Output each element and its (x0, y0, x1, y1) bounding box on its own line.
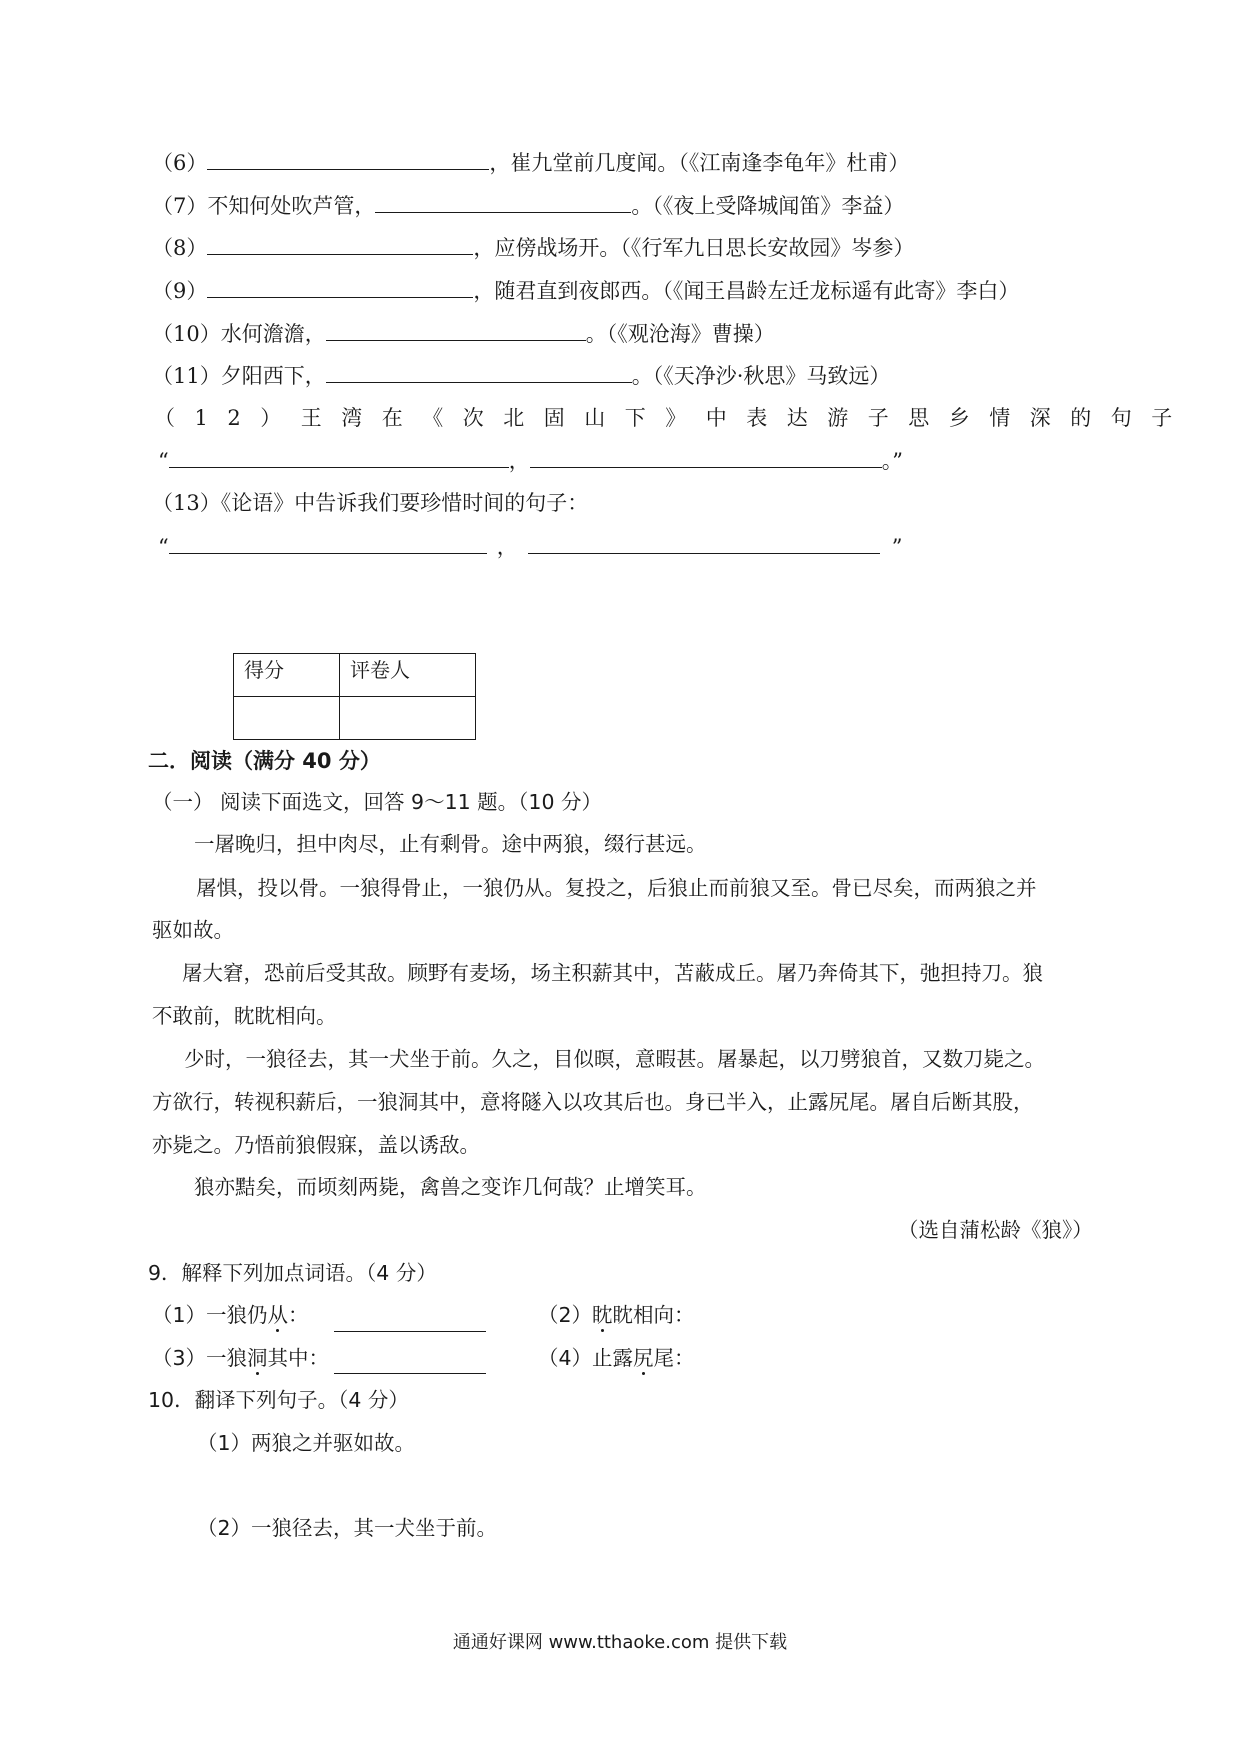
passage-line: 亦毙之。乃悟前狼假寐，盖以诱敌。 (152, 1133, 480, 1157)
answer-blank[interactable] (169, 531, 487, 554)
passage-line: 屠大窘，恐前后受其敌。顾野有麦场，场主积薪其中，苫蔽成丘。屠乃奔倚其下，弛担持刀。狼 (182, 961, 1043, 985)
poem-line-11: （11）夕阳西下， 。（《天净沙·秋思》马致远） (152, 360, 890, 391)
passage-line: 不敢前，眈眈相向。 (152, 1004, 337, 1028)
question-10-title: 10．翻译下列句子。（4 分） (148, 1388, 409, 1412)
poem-line-6: （6） ，崔九堂前几度闻。（《江南逢李龟年》杜甫） (152, 147, 909, 178)
grader-header: 评卷人 (340, 654, 476, 697)
poem-line-9: （9） ，随君直到夜郎西。（《闻王昌龄左迁龙标遥有此寄》李白） (152, 275, 1019, 306)
question-13-answer: “ ， ” (158, 531, 903, 562)
question-9-title: 9．解释下列加点词语。（4 分） (148, 1261, 437, 1285)
answer-blank[interactable] (528, 531, 880, 554)
answer-blank[interactable] (169, 445, 509, 468)
question-9-item-4: （4）止露尻尾： (538, 1346, 695, 1370)
grader-cell[interactable] (340, 697, 476, 740)
question-13-prompt: （13）《论语》中告诉我们要珍惜时间的句子： (152, 491, 589, 515)
question-10-item-2: （2）一狼径去，其一犬坐于前。 (197, 1516, 498, 1540)
answer-blank[interactable] (326, 360, 632, 383)
passage-line: 狼亦黠矣，而顷刻两毙，禽兽之变诈几何哉？止增笑耳。 (194, 1175, 707, 1199)
passage-source: （选自蒲松龄《狼》） (898, 1218, 1093, 1242)
answer-blank[interactable] (207, 275, 473, 298)
question-10-item-1: （1）两狼之并驱如故。 (197, 1431, 416, 1455)
answer-blank[interactable] (334, 1309, 486, 1332)
passage-line: 一屠晚归，担中肉尽，止有剩骨。途中两狼，缀行甚远。 (194, 832, 707, 856)
passage-line: 屠惧，投以骨。一狼得骨止，一狼仍从。复投之，后狼止而前狼又至。骨已尽矣，而两狼之并 (196, 876, 1037, 900)
answer-blank[interactable] (334, 1351, 486, 1374)
score-table (233, 653, 476, 740)
answer-blank[interactable] (207, 147, 489, 170)
passage-line: 驱如故。 (152, 918, 234, 942)
question-9-item-3: （3）一狼洞其中： (152, 1346, 330, 1370)
question-9-item-1: （1）一狼仍从： (152, 1303, 309, 1327)
question-12-answer: “ ， 。” (158, 445, 903, 476)
score-cell[interactable] (234, 697, 340, 740)
answer-blank[interactable] (326, 318, 586, 341)
subsection-title: （一） 阅读下面选文，回答 9～11 题。（10 分） (152, 790, 603, 814)
passage-line: 少时，一狼径去，其一犬坐于前。久之，目似暝，意暇甚。屠暴起，以刀劈狼首，又数刀毙之。 (184, 1047, 1045, 1071)
score-header: 得分 (234, 654, 340, 697)
answer-blank[interactable] (530, 445, 882, 468)
poem-line-8: （8） ，应傍战场开。（《行军九日思长安故园》岑参） (152, 232, 914, 263)
answer-blank[interactable] (207, 232, 473, 255)
poem-line-10: （10）水何澹澹， 。（《观沧海》曹操） (152, 318, 775, 349)
section-heading: 二．阅读（满分 40 分） (148, 749, 381, 773)
answer-blank[interactable] (375, 190, 631, 213)
page-footer: 通通好课网 www.tthaoke.com 提供下载 (452, 1632, 788, 1653)
poem-line-7: （7）不知何处吹芦管， 。（《夜上受降城闻笛》李益） (152, 190, 904, 221)
question-12-prompt: （12）王湾在《次北固山下》中表达游子思乡情深的句子 (154, 406, 1192, 430)
passage-line: 方欲行，转视积薪后，一狼洞其中，意将隧入以攻其后也。身已半入，止露尻尾。屠自后断其股， (152, 1090, 1034, 1114)
question-9-item-2: （2）眈眈相向： (538, 1303, 695, 1327)
